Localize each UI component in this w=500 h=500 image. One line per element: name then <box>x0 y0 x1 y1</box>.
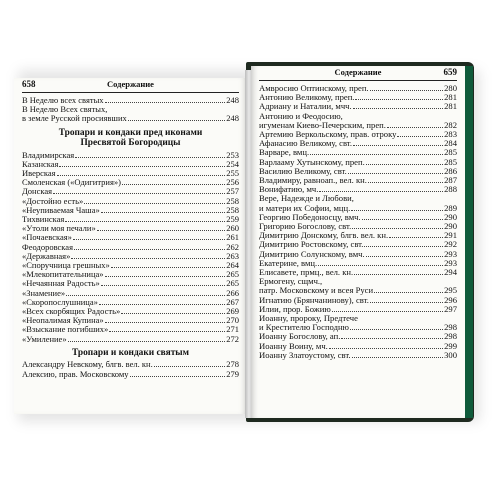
toc-entry-text: и матери их Софии, мцц. <box>259 202 351 213</box>
dot-leader <box>59 166 225 167</box>
toc-entry-page: 295 <box>444 285 457 296</box>
toc-entry-page: 281 <box>444 92 457 103</box>
dot-leader <box>354 274 443 275</box>
toc-entry-text: «Знамение» <box>22 287 66 298</box>
dot-leader <box>73 239 225 240</box>
toc-entry-page: 254 <box>226 158 239 169</box>
toc-entry-page: 266 <box>226 287 239 298</box>
toc-entry-text: Иоанну Златоустому, свт. <box>259 349 351 360</box>
toc-entry-text: Вонифатию, мч. <box>259 184 319 195</box>
toc-entry-page: 285 <box>444 147 457 158</box>
dot-leader <box>310 154 443 155</box>
toc-entry-text: Варваре, вмц. <box>259 147 310 158</box>
toc-entry-page: 278 <box>226 359 239 370</box>
right-page-number: 659 <box>443 67 457 77</box>
toc-entry-text: «Почаевская» <box>22 232 72 243</box>
toc-entry-page: 300 <box>444 349 457 360</box>
toc-entry-text: «Утоли моя печали» <box>22 223 96 234</box>
left-page <box>14 78 247 414</box>
toc-entry-text: «Нечаянная Радость» <box>22 278 100 289</box>
toc-entry-page: 293 <box>444 257 457 268</box>
dot-leader <box>111 267 226 268</box>
toc-entry-text: «Достойно есть» <box>22 195 84 206</box>
toc-entry <box>22 178 239 187</box>
right-header-title: Содержание <box>334 67 382 77</box>
dot-leader <box>105 322 226 323</box>
dot-leader <box>99 304 225 305</box>
toc-entry-text: Антонию и Феодосию, <box>259 110 343 121</box>
section-title-saints: Тропари и кондаки святым <box>71 347 190 358</box>
toc-entry-page: 287 <box>444 175 457 186</box>
toc-entry-page: 282 <box>444 119 457 130</box>
toc-entry-text: Александру Невскому, блгв. вел. кн. <box>22 359 153 370</box>
toc-entry-page: 261 <box>226 232 239 243</box>
right-toc-list <box>259 84 457 360</box>
toc-entry-text: «Скоропослушница» <box>22 296 98 307</box>
toc-entry-text: Иоанну Воину, мч. <box>259 340 328 351</box>
toc-entry-text: «Неопалимая Купина» <box>22 315 104 326</box>
toc-entry-page: 255 <box>226 168 239 179</box>
toc-entry-page: 258 <box>226 195 239 206</box>
toc-entry-page: 263 <box>226 250 239 261</box>
toc-entry-page: 265 <box>226 269 239 280</box>
toc-entry-page: 293 <box>444 248 457 259</box>
toc-entry-page: 269 <box>226 306 239 317</box>
toc-entry-text: Димитрию Ростовскому, свт. <box>259 239 364 250</box>
toc-entry-page: 296 <box>444 294 457 305</box>
toc-entry-page: 260 <box>226 223 239 234</box>
toc-entry-text: «Млекопитательница» <box>22 269 104 280</box>
dot-leader <box>370 302 443 303</box>
toc-entry-text: Алексию, прав. Московскому <box>22 368 129 379</box>
toc-entry-text: «Неупиваемая Чаша» <box>22 204 100 215</box>
toc-entry-page: 272 <box>226 333 239 344</box>
toc-entry-page: 281 <box>444 101 457 112</box>
dot-leader <box>352 357 443 358</box>
dot-leader <box>352 228 443 229</box>
left-toc-list <box>22 96 239 379</box>
toc-entry-text: Владимирская <box>22 149 75 160</box>
toc-entry-text: Илии, прор. Божию <box>259 303 331 314</box>
toc-entry-page: 291 <box>444 230 457 241</box>
dot-leader <box>101 285 226 286</box>
toc-entry-page: 257 <box>226 186 239 197</box>
dot-leader <box>387 127 443 128</box>
toc-entry-text: Георгию Победоносцу, вмч. <box>259 211 361 222</box>
left-page-number: 658 <box>22 79 36 89</box>
toc-entry-text: Афанасию Великому, свт. <box>259 138 353 149</box>
toc-entry <box>22 114 239 123</box>
toc-entry-text: «Умиление» <box>22 333 67 344</box>
toc-entry-text: В Неделю всех святых <box>22 95 104 105</box>
toc-entry-page: 270 <box>226 315 239 326</box>
toc-entry-text: Иоанну Богослову, ап. <box>259 331 341 342</box>
toc-entry-text: «Державная» <box>22 250 71 261</box>
left-header-title: Содержание <box>107 79 154 89</box>
toc-entry-page: 288 <box>444 184 457 195</box>
toc-entry-page: 265 <box>226 278 239 289</box>
cover-edge <box>464 66 473 418</box>
toc-entry-page: 290 <box>444 221 457 232</box>
toc-entry-text: Василию Великому, свт. <box>259 165 347 176</box>
dot-leader <box>332 311 443 312</box>
dot-leader <box>364 246 443 247</box>
dot-leader <box>366 256 444 257</box>
dot-leader <box>74 249 225 250</box>
toc-entry-page: 262 <box>226 241 239 252</box>
toc-entry-page: 298 <box>444 322 457 333</box>
dot-leader <box>341 338 443 339</box>
dot-leader <box>366 164 443 165</box>
toc-entry-page: 283 <box>444 129 457 140</box>
toc-entry-text: Казанская <box>22 158 59 169</box>
toc-entry-text: Вере, Надежде и Любови, <box>259 193 354 204</box>
toc-entry-page: 258 <box>226 204 239 215</box>
toc-entry-text: патр. Московскому и всея Руси <box>259 285 374 296</box>
toc-entry-text: Феодоровская <box>22 241 73 252</box>
dot-leader <box>57 175 226 176</box>
toc-entry-page: 298 <box>444 331 457 342</box>
toc-entry-page: 299 <box>444 340 457 351</box>
toc-entry-text: Владимиру, равноап., вел. кн. <box>259 175 367 186</box>
toc-entry-page: 267 <box>226 296 239 307</box>
toc-entry-text: В Неделю Всех святых, <box>22 104 108 115</box>
toc-entry-page: 248 <box>226 95 239 105</box>
toc-entry-text: Екатерине, вмц. <box>259 257 318 268</box>
dot-leader <box>362 219 443 220</box>
left-page-header <box>22 78 239 93</box>
dot-leader <box>97 230 226 231</box>
toc-entry-page: 290 <box>444 211 457 222</box>
dot-leader <box>101 212 226 213</box>
dot-leader <box>105 276 226 277</box>
toc-entry-text: «Всех скорбящих Радость» <box>22 306 121 317</box>
dot-leader <box>319 191 443 192</box>
dot-leader <box>66 295 225 296</box>
dot-leader <box>105 102 226 103</box>
toc-entry-text: Донская <box>22 186 53 197</box>
dot-leader <box>348 173 443 174</box>
right-page-header <box>259 66 457 81</box>
dot-leader <box>84 203 225 204</box>
dot-leader <box>353 108 443 109</box>
toc-entry-text: Смоленская («Одигитрия») <box>22 177 121 188</box>
toc-entry-text: Елисавете, прмц., вел. кн. <box>259 267 354 278</box>
dot-leader <box>353 145 443 146</box>
toc-entry-page: 264 <box>226 260 239 271</box>
dot-leader <box>65 221 225 222</box>
dot-leader <box>351 210 443 211</box>
toc-entry-page: 280 <box>444 83 457 93</box>
dot-leader <box>370 90 444 91</box>
dot-leader <box>355 99 443 100</box>
toc-entry-text: «Взыскание погибших» <box>22 324 109 335</box>
dot-leader <box>318 265 443 266</box>
dot-leader <box>109 331 225 332</box>
dot-leader <box>122 184 225 185</box>
dot-leader <box>75 157 225 158</box>
toc-entry <box>22 335 239 344</box>
toc-entry-page: 253 <box>226 149 239 160</box>
dot-leader <box>121 313 225 314</box>
toc-entry-text: игуменам Киево-Печерским, преп. <box>259 119 386 130</box>
toc-entry-text: Иоанну, пророку, Предтече <box>259 313 358 324</box>
dot-leader <box>128 120 225 121</box>
toc-entry <box>259 351 457 360</box>
toc-entry <box>22 370 239 379</box>
dot-leader <box>71 258 225 259</box>
toc-entry-text: «Споручница грешных» <box>22 260 110 271</box>
dot-leader <box>374 292 443 293</box>
toc-entry-text: Артемию Веркольскому, прав. отроку <box>259 129 397 140</box>
dot-leader <box>350 329 443 330</box>
toc-entry-page: 248 <box>226 113 239 124</box>
dot-leader <box>68 341 226 342</box>
toc-entry-text: Димитрию Донскому, блгв. вел. кн. <box>259 230 389 241</box>
dot-leader <box>154 366 226 367</box>
dot-leader <box>397 136 443 137</box>
toc-entry-page: 297 <box>444 303 457 314</box>
toc-entry-text: Амвросию Оптинскому, преп. <box>259 83 369 93</box>
toc-entry-page: 294 <box>444 267 457 278</box>
dot-leader <box>53 193 225 194</box>
toc-entry-page: 286 <box>444 165 457 176</box>
dot-leader <box>329 348 443 349</box>
toc-entry-page: 284 <box>444 138 457 149</box>
toc-entry-page: 279 <box>226 368 239 379</box>
toc-entry-text: Григорию Богослову, свт. <box>259 221 352 232</box>
right-page <box>251 66 465 418</box>
toc-entry-text: и Крестителю Господню <box>259 322 349 333</box>
toc-entry-page: 259 <box>226 214 239 225</box>
dot-leader <box>130 376 226 377</box>
section-title-icons: Тропари и кондаки пред иконами Пресвятой Богородицы <box>58 127 203 149</box>
toc-entry-text: Тихвинская <box>22 214 65 225</box>
toc-entry-text: Димитрию Солунскому, вмч. <box>259 248 365 259</box>
toc-entry-page: 292 <box>444 239 457 250</box>
toc-entry-text: Игнатию (Брянчанинову), свт. <box>259 294 369 305</box>
toc-entry-page: 289 <box>444 202 457 213</box>
toc-entry-page: 285 <box>444 156 457 167</box>
toc-entry-text: Иверская <box>22 168 56 179</box>
toc-entry-text: в земле Русской просиявших <box>22 113 127 124</box>
dot-leader <box>368 182 443 183</box>
dot-leader <box>389 237 443 238</box>
toc-entry-text: Антонию Великому, преп. <box>259 92 355 103</box>
toc-entry-text: Варлааму Хутынскому, преп. <box>259 156 365 167</box>
toc-entry-page: 256 <box>226 177 239 188</box>
toc-entry-text: Адриану и Наталии, мчч. <box>259 101 352 112</box>
toc-entry-text: Ермогену, сщмч., <box>259 276 323 287</box>
toc-entry-page: 271 <box>226 324 239 335</box>
